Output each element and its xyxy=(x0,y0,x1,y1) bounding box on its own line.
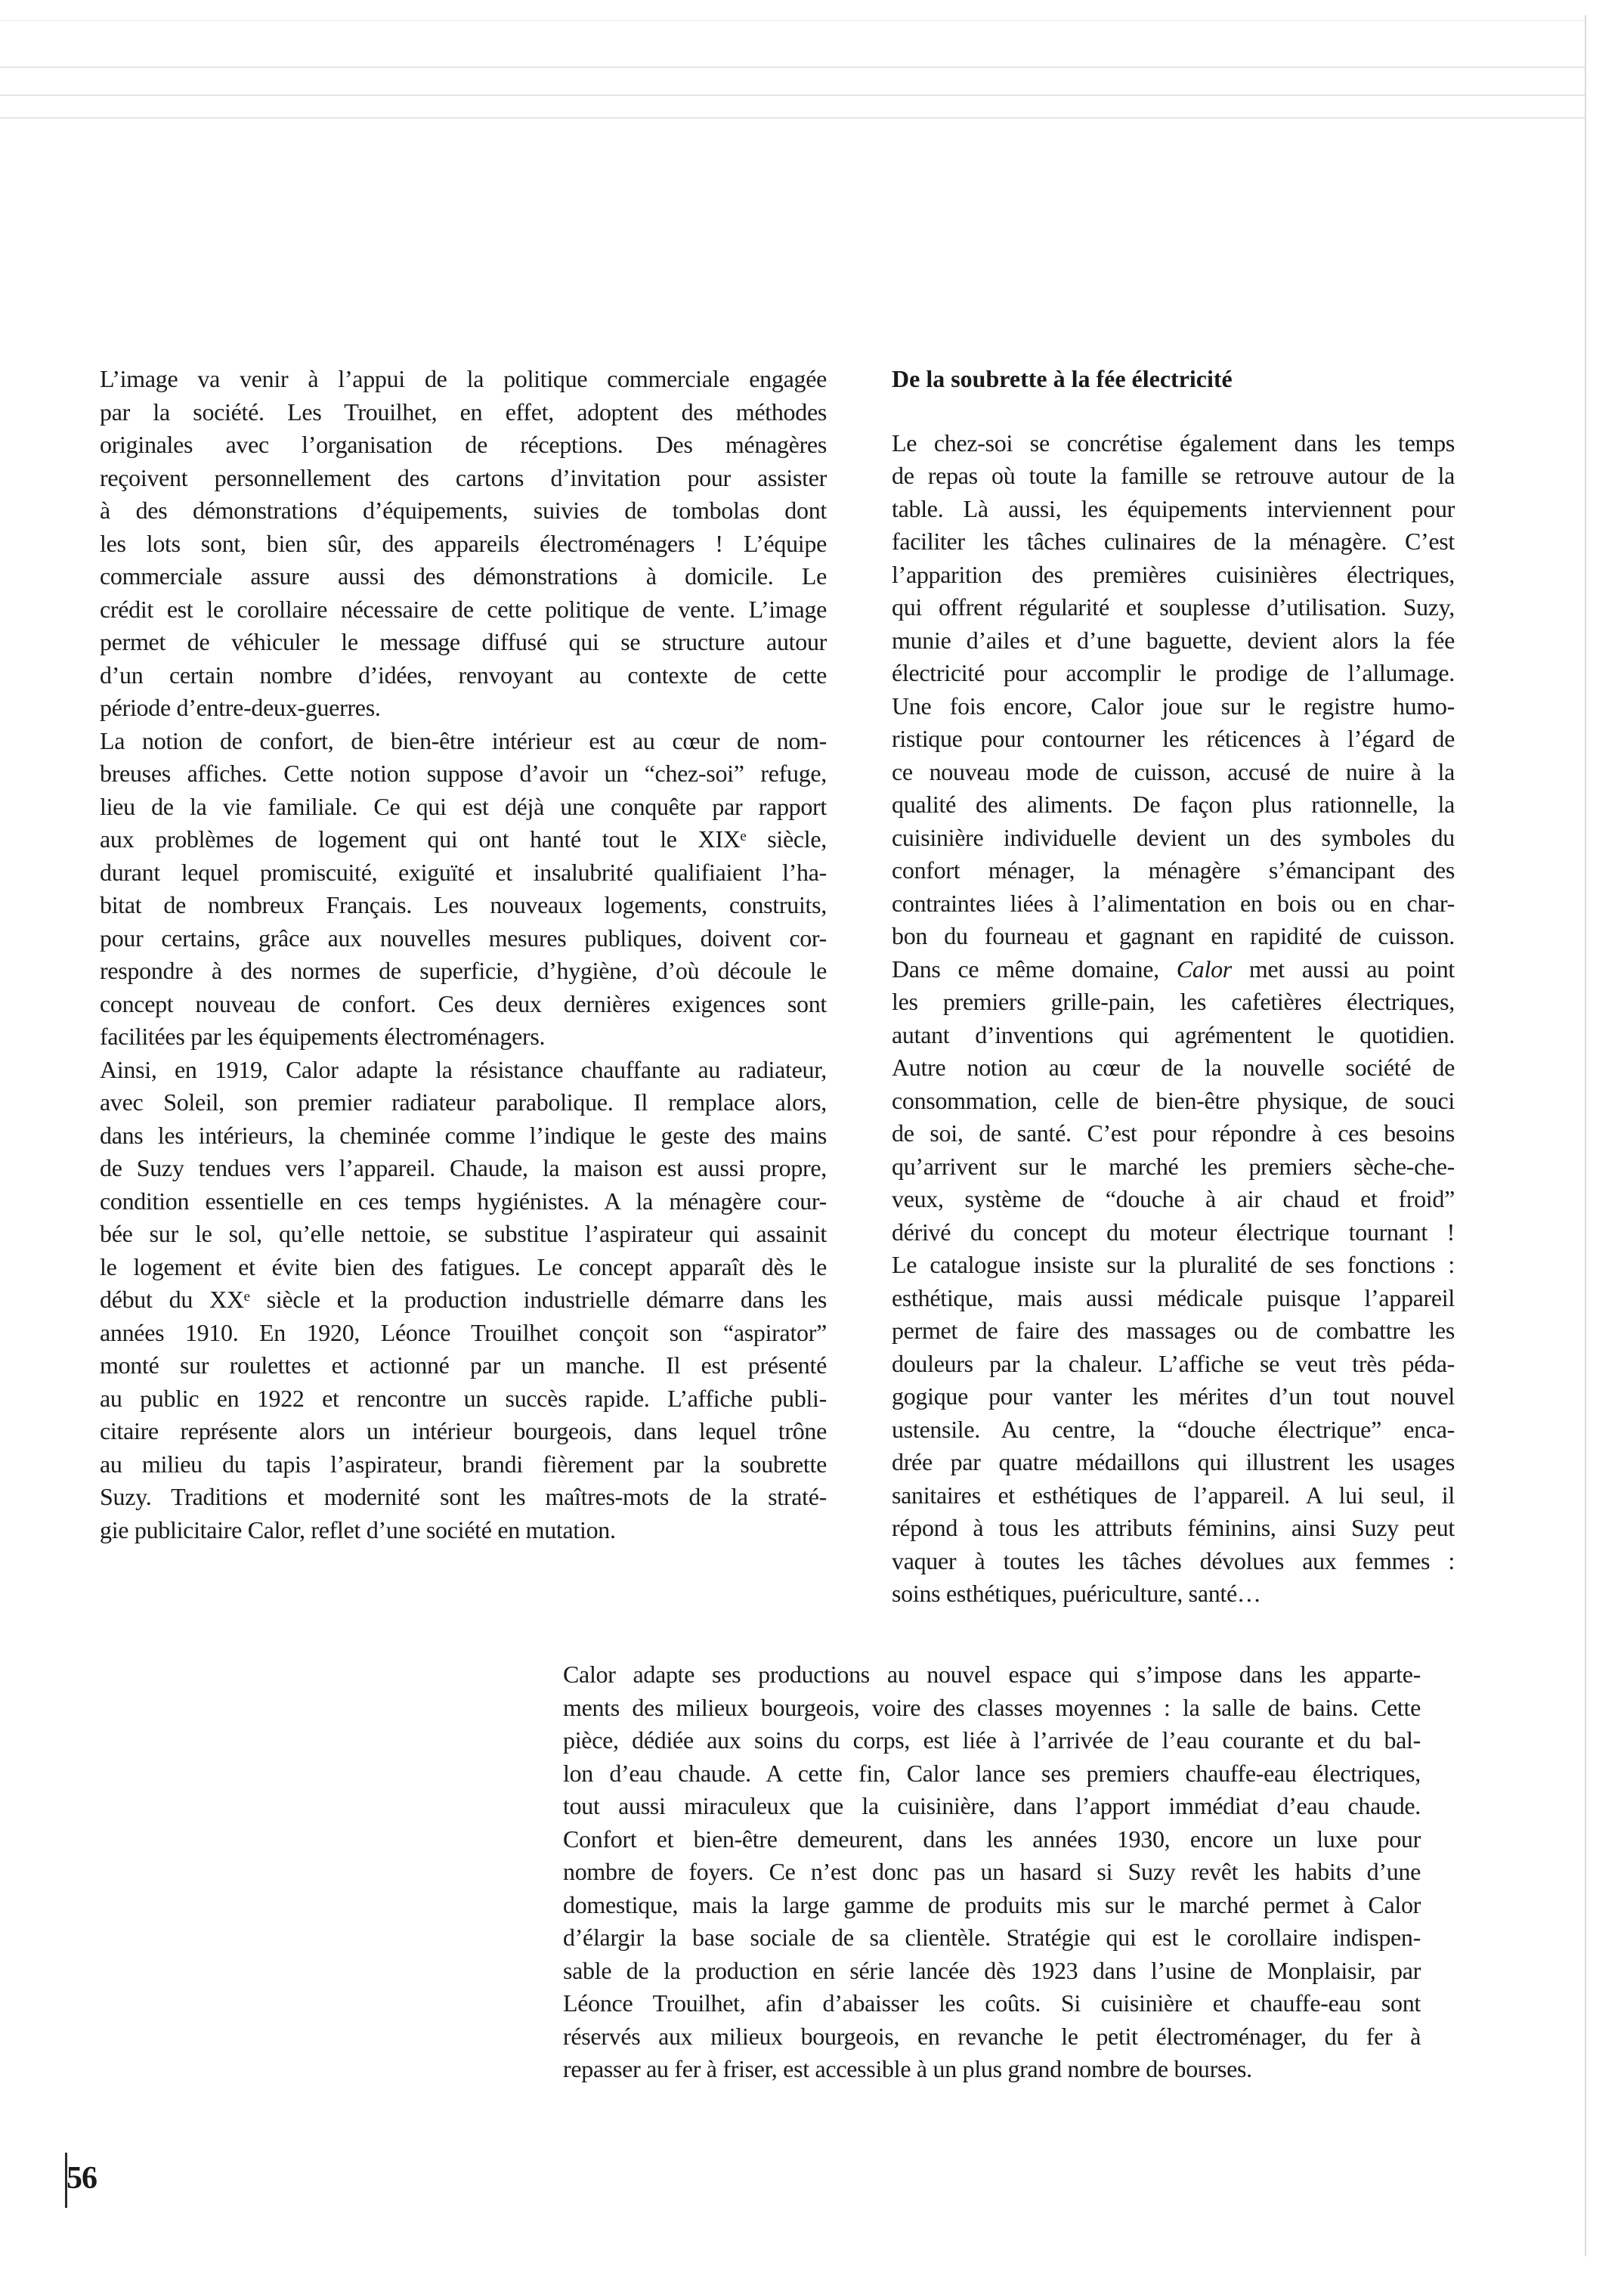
text-line: autant d’inventions qui agrémentent le quotidien. xyxy=(892,1020,1455,1048)
text-line: bon du fourneau et gagnant en rapidité de cuisson. xyxy=(892,922,1455,949)
text-line: gie publicitaire Calor, reflet d’une société en mutation. xyxy=(100,1515,616,1543)
text-line: monté sur roulettes et actionné par un manche. Il est présenté xyxy=(100,1351,827,1379)
text-line: breuses affiches. Cette notion suppose d’avoir un “chez-soi” refuge, xyxy=(100,760,827,787)
scan-line-top-1 xyxy=(0,20,1585,21)
text-line: qui offrent régularité et souplesse d’utilisation. Suzy, xyxy=(892,593,1455,621)
text-line: facilitées par les équipements électroménagers. xyxy=(100,1023,546,1050)
section-heading: De la soubrette à la fée électricité xyxy=(892,365,1233,392)
text-line: Suzy. Traditions et modernité sont les maîtres-mots de la straté- xyxy=(100,1483,827,1510)
text-line: respondre à des normes de superficie, d’hygiène, d’où découle le xyxy=(100,957,827,984)
text-line: originales avec l’organisation de réceptions. Des ménagères xyxy=(100,431,827,458)
text-line: L’image va venir à l’appui de la politique commerciale engagée xyxy=(100,365,827,392)
text-line: confort ménager, la ménagère s’émancipant des xyxy=(892,856,1455,884)
text-line: dérivé du concept du moteur électrique tournant ! xyxy=(892,1218,1455,1246)
text-line: Calor adapte ses productions au nouvel espace qui s’impose dans les apparte- xyxy=(563,1661,1421,1688)
scan-line-top-2 xyxy=(0,67,1585,68)
text-line: l’apparition des premières cuisinières électriques, xyxy=(892,560,1455,588)
text-line: qu’arrivent sur le marché les premiers sèche-che- xyxy=(892,1152,1455,1180)
italic-brand-name: Calor xyxy=(1176,955,1232,983)
text-line: ments des milieux bourgeois, voire des classes moyennes : la salle de bains. Cette xyxy=(563,1693,1421,1721)
text-line: consommation, celle de bien-être physique, de souci xyxy=(892,1086,1455,1114)
text-line: à des démonstrations d’équipements, suivies de tombolas dont xyxy=(100,497,827,524)
text-line: lieu de la vie familiale. Ce qui est déjà une conquête par rapport xyxy=(100,792,827,820)
text-line: années 1910. En 1920, Léonce Trouilhet conçoit son “aspirator” xyxy=(100,1318,827,1346)
text-line: Une fois encore, Calor joue sur le registre humo- xyxy=(892,692,1455,720)
text-line: table. Là aussi, les équipements interviennent pour xyxy=(892,494,1455,522)
text-line: bitat de nombreux Français. Les nouveaux logements, construits, xyxy=(100,891,827,918)
text-line: esthétique, mais aussi médicale puisque l’appareil xyxy=(892,1283,1455,1311)
text-line: contraintes liées à l’alimentation en bois ou en char- xyxy=(892,889,1455,917)
text-line: vaquer à toutes les tâches dévolues aux femmes : xyxy=(892,1546,1455,1574)
text-line: commerciale assure aussi des démonstrations à domicile. Le xyxy=(100,562,827,590)
text-line: de repas où toute la famille se retrouve autour de la xyxy=(892,462,1455,489)
scan-line-top-3 xyxy=(0,94,1585,96)
text-line: pour certains, grâce aux nouvelles mesures publiques, doivent cor- xyxy=(100,924,827,952)
text-line: lon d’eau chaude. A cette fin, Calor lance ses premiers chauffe-eau électriques, xyxy=(563,1759,1421,1787)
text-line: drée par quatre médaillons qui illustrent les usages xyxy=(892,1448,1455,1475)
bottom-paragraph xyxy=(563,1658,1421,2086)
text-line: bée sur le sol, qu’elle nettoie, se substitue l’aspirateur qui assainit xyxy=(100,1220,827,1247)
text-line: durant lequel promiscuité, exiguïté et insalubrité qualifiaient l’ha- xyxy=(100,858,827,886)
text-line: ustensile. Au centre, la “douche électrique” enca- xyxy=(892,1415,1455,1443)
text-line: reçoivent personnellement des cartons d’invitation pour assister xyxy=(100,463,827,491)
text-line: condition essentielle en ces temps hygiénistes. A la ménagère cour- xyxy=(100,1187,827,1215)
text-line: avec Soleil, son premier radiateur parabolique. Il remplace alors, xyxy=(100,1088,827,1116)
text-line: concept nouveau de confort. Ces deux dernières exigences sont xyxy=(100,989,827,1017)
left-column xyxy=(100,363,827,1546)
text-line: veux, système de “douche à air chaud et froid” xyxy=(892,1185,1455,1212)
text-line: citaire représente alors un intérieur bourgeois, dans lequel trône xyxy=(100,1417,827,1444)
text-line: au public en 1922 et rencontre un succès rapide. L’affiche publi- xyxy=(100,1384,827,1412)
text-line: crédit est le corollaire nécessaire de cette politique de vente. L’image xyxy=(100,595,827,623)
text-line: d’un certain nombre d’idées, renvoyant au contexte de cette xyxy=(100,661,827,689)
text-line: le logement et évite bien des fatigues. Le concept apparaît dès le xyxy=(100,1252,827,1280)
text-line: gogique pour vanter les mérites d’un tout nouvel xyxy=(892,1382,1455,1410)
page-number: 56 xyxy=(67,2161,97,2196)
text-line: munie d’ailes et d’une baguette, devient alors la fée xyxy=(892,626,1455,654)
text-line: aux problèmes de logement qui ont hanté tout le XIXᵉ siècle, xyxy=(100,825,827,853)
text-line: Dans ce même domaine, Calor met aussi au point xyxy=(892,955,1455,983)
text-line: Léonce Trouilhet, afin d’abaisser les coûts. Si cuisinière et chauffe-eau sont xyxy=(563,1989,1421,2017)
text-line: La notion de confort, de bien-être intérieur est au cœur de nom- xyxy=(100,726,827,754)
scan-line-top-4 xyxy=(0,117,1585,119)
text-line: nombre de foyers. Ce n’est donc pas un hasard si Suzy revêt les habits d’une xyxy=(563,1858,1421,1885)
text-line: faciliter les tâches culinaires de la ménagère. C’est xyxy=(892,528,1455,555)
text-line: sanitaires et esthétiques de l’appareil. A lui seul, il xyxy=(892,1481,1455,1509)
text-line: dans les intérieurs, la cheminée comme l’indique le geste des mains xyxy=(100,1121,827,1149)
text-line: au milieu du tapis l’aspirateur, brandi fièrement par la soubrette xyxy=(100,1450,827,1478)
text-line: permet de véhiculer le message diffusé qui se structure autour xyxy=(100,628,827,655)
text-line: domestique, mais la large gamme de produits mis sur le marché permet à Calor xyxy=(563,1890,1421,1918)
text-line: par la société. Les Trouilhet, en effet, adoptent des méthodes xyxy=(100,398,827,426)
text-line: cuisinière individuelle devient un des symboles du xyxy=(892,823,1455,851)
text-line: d’élargir la base sociale de sa clientèle. Stratégie qui est le corollaire indispen- xyxy=(563,1924,1421,1951)
text-line: ristique pour contourner les réticences à l’égard de xyxy=(892,725,1455,752)
text-line: pièce, dédiée aux soins du corps, est liée à l’arrivée de l’eau courante et du bal- xyxy=(563,1726,1421,1754)
text-line: Ainsi, en 1919, Calor adapte la résistance chauffante au radiateur, xyxy=(100,1055,827,1083)
text-line: soins esthétiques, puériculture, santé… xyxy=(892,1580,1261,1607)
text-line: repasser au fer à friser, est accessible à un plus grand nombre de bourses. xyxy=(563,2055,1252,2082)
text-line: électricité pour accomplir le prodige de l’allumage. xyxy=(892,659,1455,686)
text-line: les lots sont, bien sûr, des appareils électroménagers ! L’équipe xyxy=(100,529,827,557)
page-fold-line xyxy=(1585,15,1586,2256)
text-line: tout aussi miraculeux que la cuisinière, dans l’apport immédiat d’eau chaude. xyxy=(563,1792,1421,1819)
text-line: début du XXᵉ siècle et la production industrielle démarre dans les xyxy=(100,1286,827,1313)
text-line: Le catalogue insiste sur la pluralité de ses fonctions : xyxy=(892,1251,1455,1278)
text-line: de Suzy tendues vers l’appareil. Chaude, la maison est aussi propre, xyxy=(100,1154,827,1181)
text-line: sable de la production en série lancée dès 1923 dans l’usine de Monplaisir, par xyxy=(563,1956,1421,1984)
heading-gap xyxy=(892,396,1455,427)
text-line: de soi, de santé. C’est pour répondre à ces besoins xyxy=(892,1119,1455,1147)
text-line: Le chez-soi se concrétise également dans les temps xyxy=(892,429,1455,457)
text-line: qualité des aliments. De façon plus rationnelle, la xyxy=(892,791,1455,818)
text-line: permet de faire des massages ou de combattre les xyxy=(892,1317,1455,1344)
text-line: période d’entre-deux-guerres. xyxy=(100,694,381,721)
text-line: Confort et bien-être demeurent, dans les années 1930, encore un luxe pour xyxy=(563,1825,1421,1853)
text-line: les premiers grille-pain, les cafetières électriques, xyxy=(892,988,1455,1015)
text-line: répond à tous les attributs féminins, ainsi Suzy peut xyxy=(892,1514,1455,1541)
text-line: douleurs par la chaleur. L’affiche se veut très péda- xyxy=(892,1349,1455,1377)
text-line: ce nouveau mode de cuisson, accusé de nuire à la xyxy=(892,757,1455,785)
text-line: Autre notion au cœur de la nouvelle société de xyxy=(892,1054,1455,1081)
text-line: réservés aux milieux bourgeois, en revanche le petit électroménager, du fer à xyxy=(563,2022,1421,2050)
right-column xyxy=(892,363,1455,1611)
